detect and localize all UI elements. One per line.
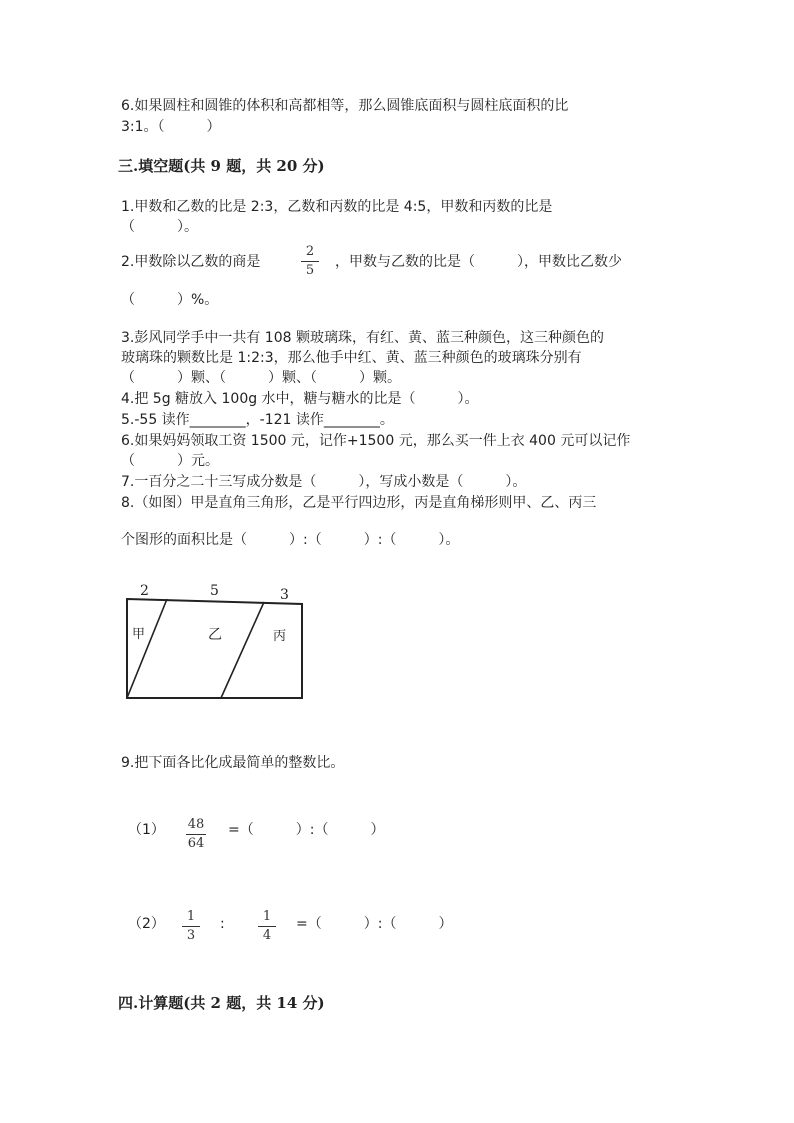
fraction-bar bbox=[258, 926, 276, 927]
q9-part2-fraction1 bbox=[180, 909, 202, 944]
q9-part2-label: （2） bbox=[128, 916, 165, 932]
q2-fraction-numerator: 2 bbox=[305, 244, 315, 259]
rectangle-outline bbox=[127, 599, 302, 698]
q3-line3: （ ）颗、（ ）颗、（ ）颗。 bbox=[121, 370, 401, 386]
q9-part1-fraction bbox=[184, 817, 208, 852]
triangle-edge bbox=[127, 599, 167, 698]
q8-figure-svg bbox=[118, 585, 308, 705]
parallelogram-edge bbox=[221, 602, 264, 698]
fraction-bar bbox=[301, 261, 319, 262]
figure-top-label-5: 5 bbox=[210, 583, 219, 599]
q9-part1-answer: =（ ）:（ ） bbox=[228, 822, 385, 838]
prev-question-line1: 6.如果圆柱和圆锥的体积和高都相等，那么圆锥底面积与圆柱底面积的比 bbox=[121, 98, 569, 114]
q9-part2-fraction1-denominator: 3 bbox=[186, 928, 196, 943]
q9-part2-fraction1-numerator: 1 bbox=[186, 909, 196, 924]
q8-line2: 个图形的面积比是（ ）:（ ）:（ ）。 bbox=[121, 532, 460, 548]
figure-region-jia: 甲 bbox=[132, 627, 146, 642]
q2-line2: （ ）%。 bbox=[121, 292, 219, 308]
figure-region-yi: 乙 bbox=[208, 627, 222, 643]
q2-before: 2.甲数除以乙数的商是 bbox=[121, 254, 261, 270]
q6-line1: 6.如果妈妈领取工资 1500 元，记作+1500 元，那么买一件上衣 400 元可以记作 bbox=[121, 433, 631, 449]
q9-part1-numerator: 48 bbox=[187, 817, 205, 832]
q6-line2: （ ）元。 bbox=[121, 453, 219, 469]
q9-part2-colon: : bbox=[220, 916, 225, 932]
q3-line2: 玻璃珠的颗数比是 1:2:3，那么他手中红、黄、蓝三种颜色的玻璃珠分别有 bbox=[121, 350, 582, 366]
figure-region-bing: 丙 bbox=[273, 629, 287, 644]
q1-line1: 1.甲数和乙数的比是 2:3，乙数和丙数的比是 4:5，甲数和丙数的比是 bbox=[121, 199, 553, 215]
figure-top-label-3: 3 bbox=[280, 587, 289, 603]
q2-fraction bbox=[299, 244, 321, 279]
section3-heading: 三.填空题(共 9 题，共 20 分) bbox=[118, 157, 325, 175]
figure-top-label-2: 2 bbox=[140, 583, 149, 599]
q9-part2-fraction2-denominator: 4 bbox=[262, 928, 272, 943]
q9-part2-answer: =（ ）:（ ） bbox=[296, 916, 453, 932]
q9-part2-fraction2-numerator: 1 bbox=[262, 909, 272, 924]
section4-heading: 四.计算题(共 2 题，共 14 分) bbox=[118, 994, 325, 1012]
fraction-bar bbox=[186, 834, 206, 835]
q8-line1: 8.（如图）甲是直角三角形，乙是平行四边形，丙是直角梯形则甲、乙、丙三 bbox=[121, 495, 597, 511]
prev-question-line2: 3:1。（ ） bbox=[121, 119, 221, 135]
q2-after: ，甲数与乙数的比是（ ），甲数比乙数少 bbox=[335, 254, 622, 270]
q3-line1: 3.彭风同学手中一共有 108 颗玻璃珠，有红、黄、蓝三种颜色，这三种颜色的 bbox=[121, 330, 604, 346]
q4-line1: 4.把 5g 糖放入 100g 水中，糖与糖水的比是（ ）。 bbox=[121, 391, 479, 407]
q9-part1-denominator: 64 bbox=[187, 836, 205, 851]
q1-line2: （ ）。 bbox=[121, 219, 198, 235]
q8-figure bbox=[118, 585, 308, 705]
q5-line1: 5.-55 读作________，-121 读作________。 bbox=[121, 412, 394, 428]
q7-line1: 7.一百分之二十三写成分数是（ ），写成小数是（ ）。 bbox=[121, 474, 527, 490]
q9-line1: 9.把下面各比化成最简单的整数比。 bbox=[121, 755, 345, 771]
q9-part1-label: （1） bbox=[128, 822, 165, 838]
fraction-bar bbox=[182, 926, 200, 927]
q9-part2-fraction2 bbox=[256, 909, 278, 944]
q2-fraction-denominator: 5 bbox=[305, 263, 315, 278]
